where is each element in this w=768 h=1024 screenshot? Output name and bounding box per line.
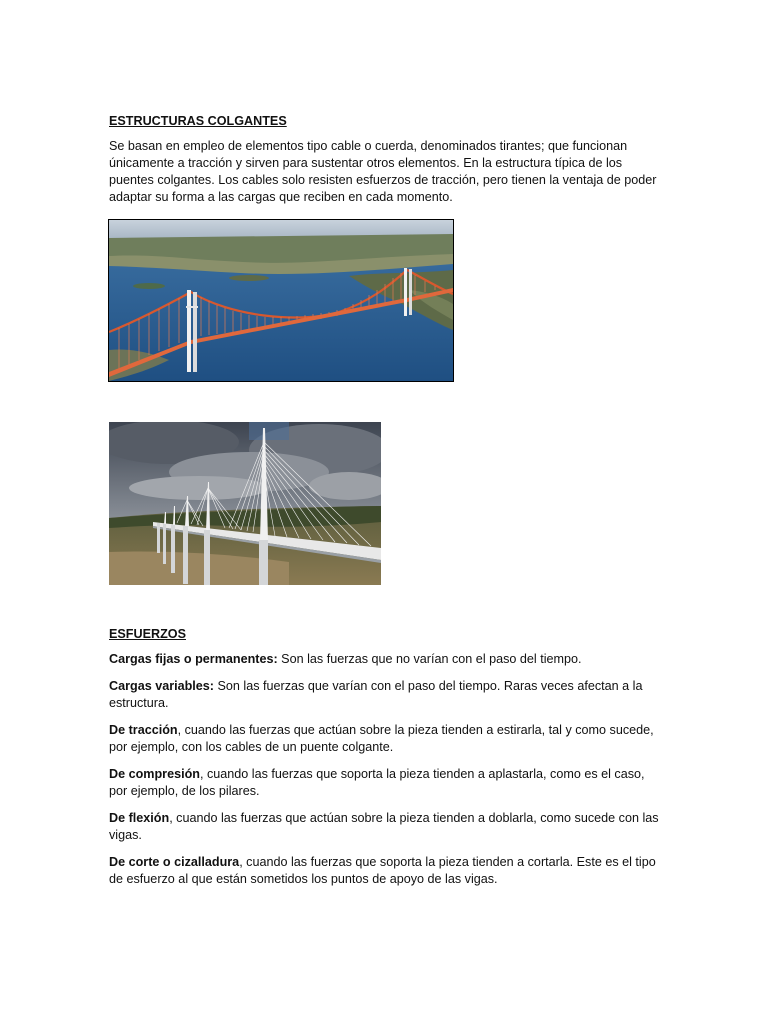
list-item [109,766,659,800]
item-text: , cuando las fuerzas que actúan sobre la pieza tienden a doblarla, como sucede con las vigas. [109,811,659,842]
item-term: De compresión [109,767,200,781]
section-paragraph: Se basan en empleo de elementos tipo cable o cuerda, denominados tirantes; que funcionan únicamente a tracción y sirven para sustentar otros elementos. En la estructura típica de los puentes colgantes. Los cables solo resisten esfuerzos de tracción, pero tienen la ventaja de poder adaptar su forma a las cargas que reciben en cada momento. [109,139,657,204]
item-text: Son las fuerzas que varían con el paso del tiempo. Raras veces afectan a la estructura. [109,679,643,710]
item-term: Cargas variables: [109,679,215,693]
list-item [109,651,659,668]
section-estructuras-colgantes [109,113,657,216]
suspension-bridge-photo [109,220,453,381]
item-term: De flexión [109,811,170,825]
list-item [109,810,659,844]
item-text: , cuando las fuerzas que soporta la pieza tienden a cortarla. Este es el tipo de esfuerzo al que están sometidos los puntos de apoyo de las vigas. [109,855,656,886]
section-heading: ESFUERZOS [109,627,186,641]
item-text: , cuando las fuerzas que actúan sobre la pieza tienden a estirarla, tal y como sucede, por ejemplo, con los cables de un puente colgante. [109,723,654,754]
section-heading: ESTRUCTURAS COLGANTES [109,114,287,128]
cable-stayed-viaduct-photo [109,422,381,585]
item-term: Cargas fijas o permanentes: [109,652,278,666]
list-item [109,722,659,756]
item-text: , cuando las fuerzas que soporta la pieza tienden a aplastarla, como es el caso, por ejemplo, de los pilares. [109,767,645,798]
item-text: Son las fuerzas que no varían con el paso del tiempo. [277,652,582,666]
item-term: De tracción [109,723,178,737]
list-item [109,678,659,712]
section-esfuerzos [109,626,659,898]
item-term: De corte o cizalladura [109,855,240,869]
list-item [109,854,659,888]
